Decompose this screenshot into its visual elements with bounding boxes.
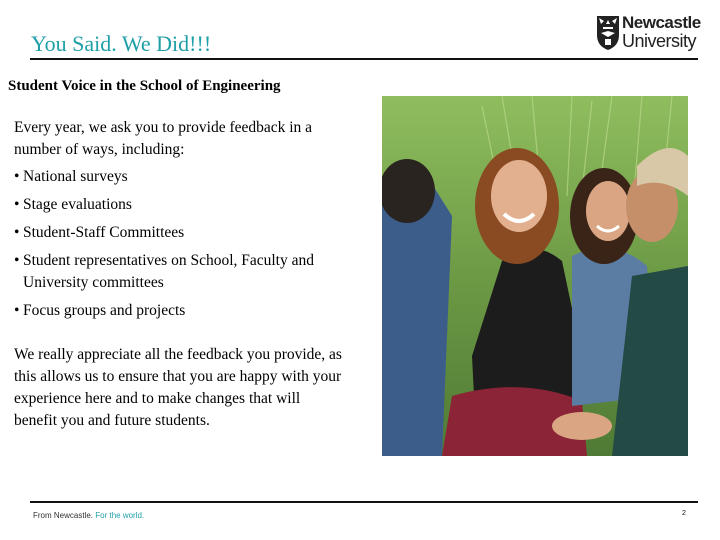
slide-subheading: Student Voice in the School of Engineering <box>8 78 281 94</box>
university-crest-icon <box>596 15 620 51</box>
intro-paragraph: Every year, we ask you to provide feedback in a number of ways, including: <box>14 119 313 158</box>
footer-tagline <box>33 511 144 520</box>
list-item: • Student-Staff Committees <box>14 224 185 241</box>
list-item: • Student representatives on School, Faculty and University committees <box>14 252 314 291</box>
footer-divider <box>30 501 698 503</box>
title-divider <box>30 58 698 60</box>
footer-tagline-prefix: From Newcastle. <box>33 511 94 520</box>
logo-line2: University <box>622 31 697 51</box>
page-number: 2 <box>682 510 686 517</box>
slide-title: You Said. We Did!!! <box>31 31 212 56</box>
logo-line1: Newcastle <box>622 13 701 32</box>
students-photo-illustration <box>382 96 688 456</box>
university-logo <box>596 14 700 54</box>
feedback-channel-list <box>14 166 344 322</box>
slide-body <box>14 117 344 432</box>
list-item: • Stage evaluations <box>14 196 132 213</box>
footer-tagline-accent: For the world. <box>95 511 145 520</box>
list-item: • National surveys <box>14 168 128 185</box>
closing-paragraph: We really appreciate all the feedback you provide, as this allows us to ensure that you are happy with your experience here and to make changes that will benefit you and future students. <box>14 346 342 429</box>
list-item: • Focus groups and projects <box>14 302 186 319</box>
students-photo <box>382 96 688 456</box>
logo-wordmark <box>622 14 701 50</box>
